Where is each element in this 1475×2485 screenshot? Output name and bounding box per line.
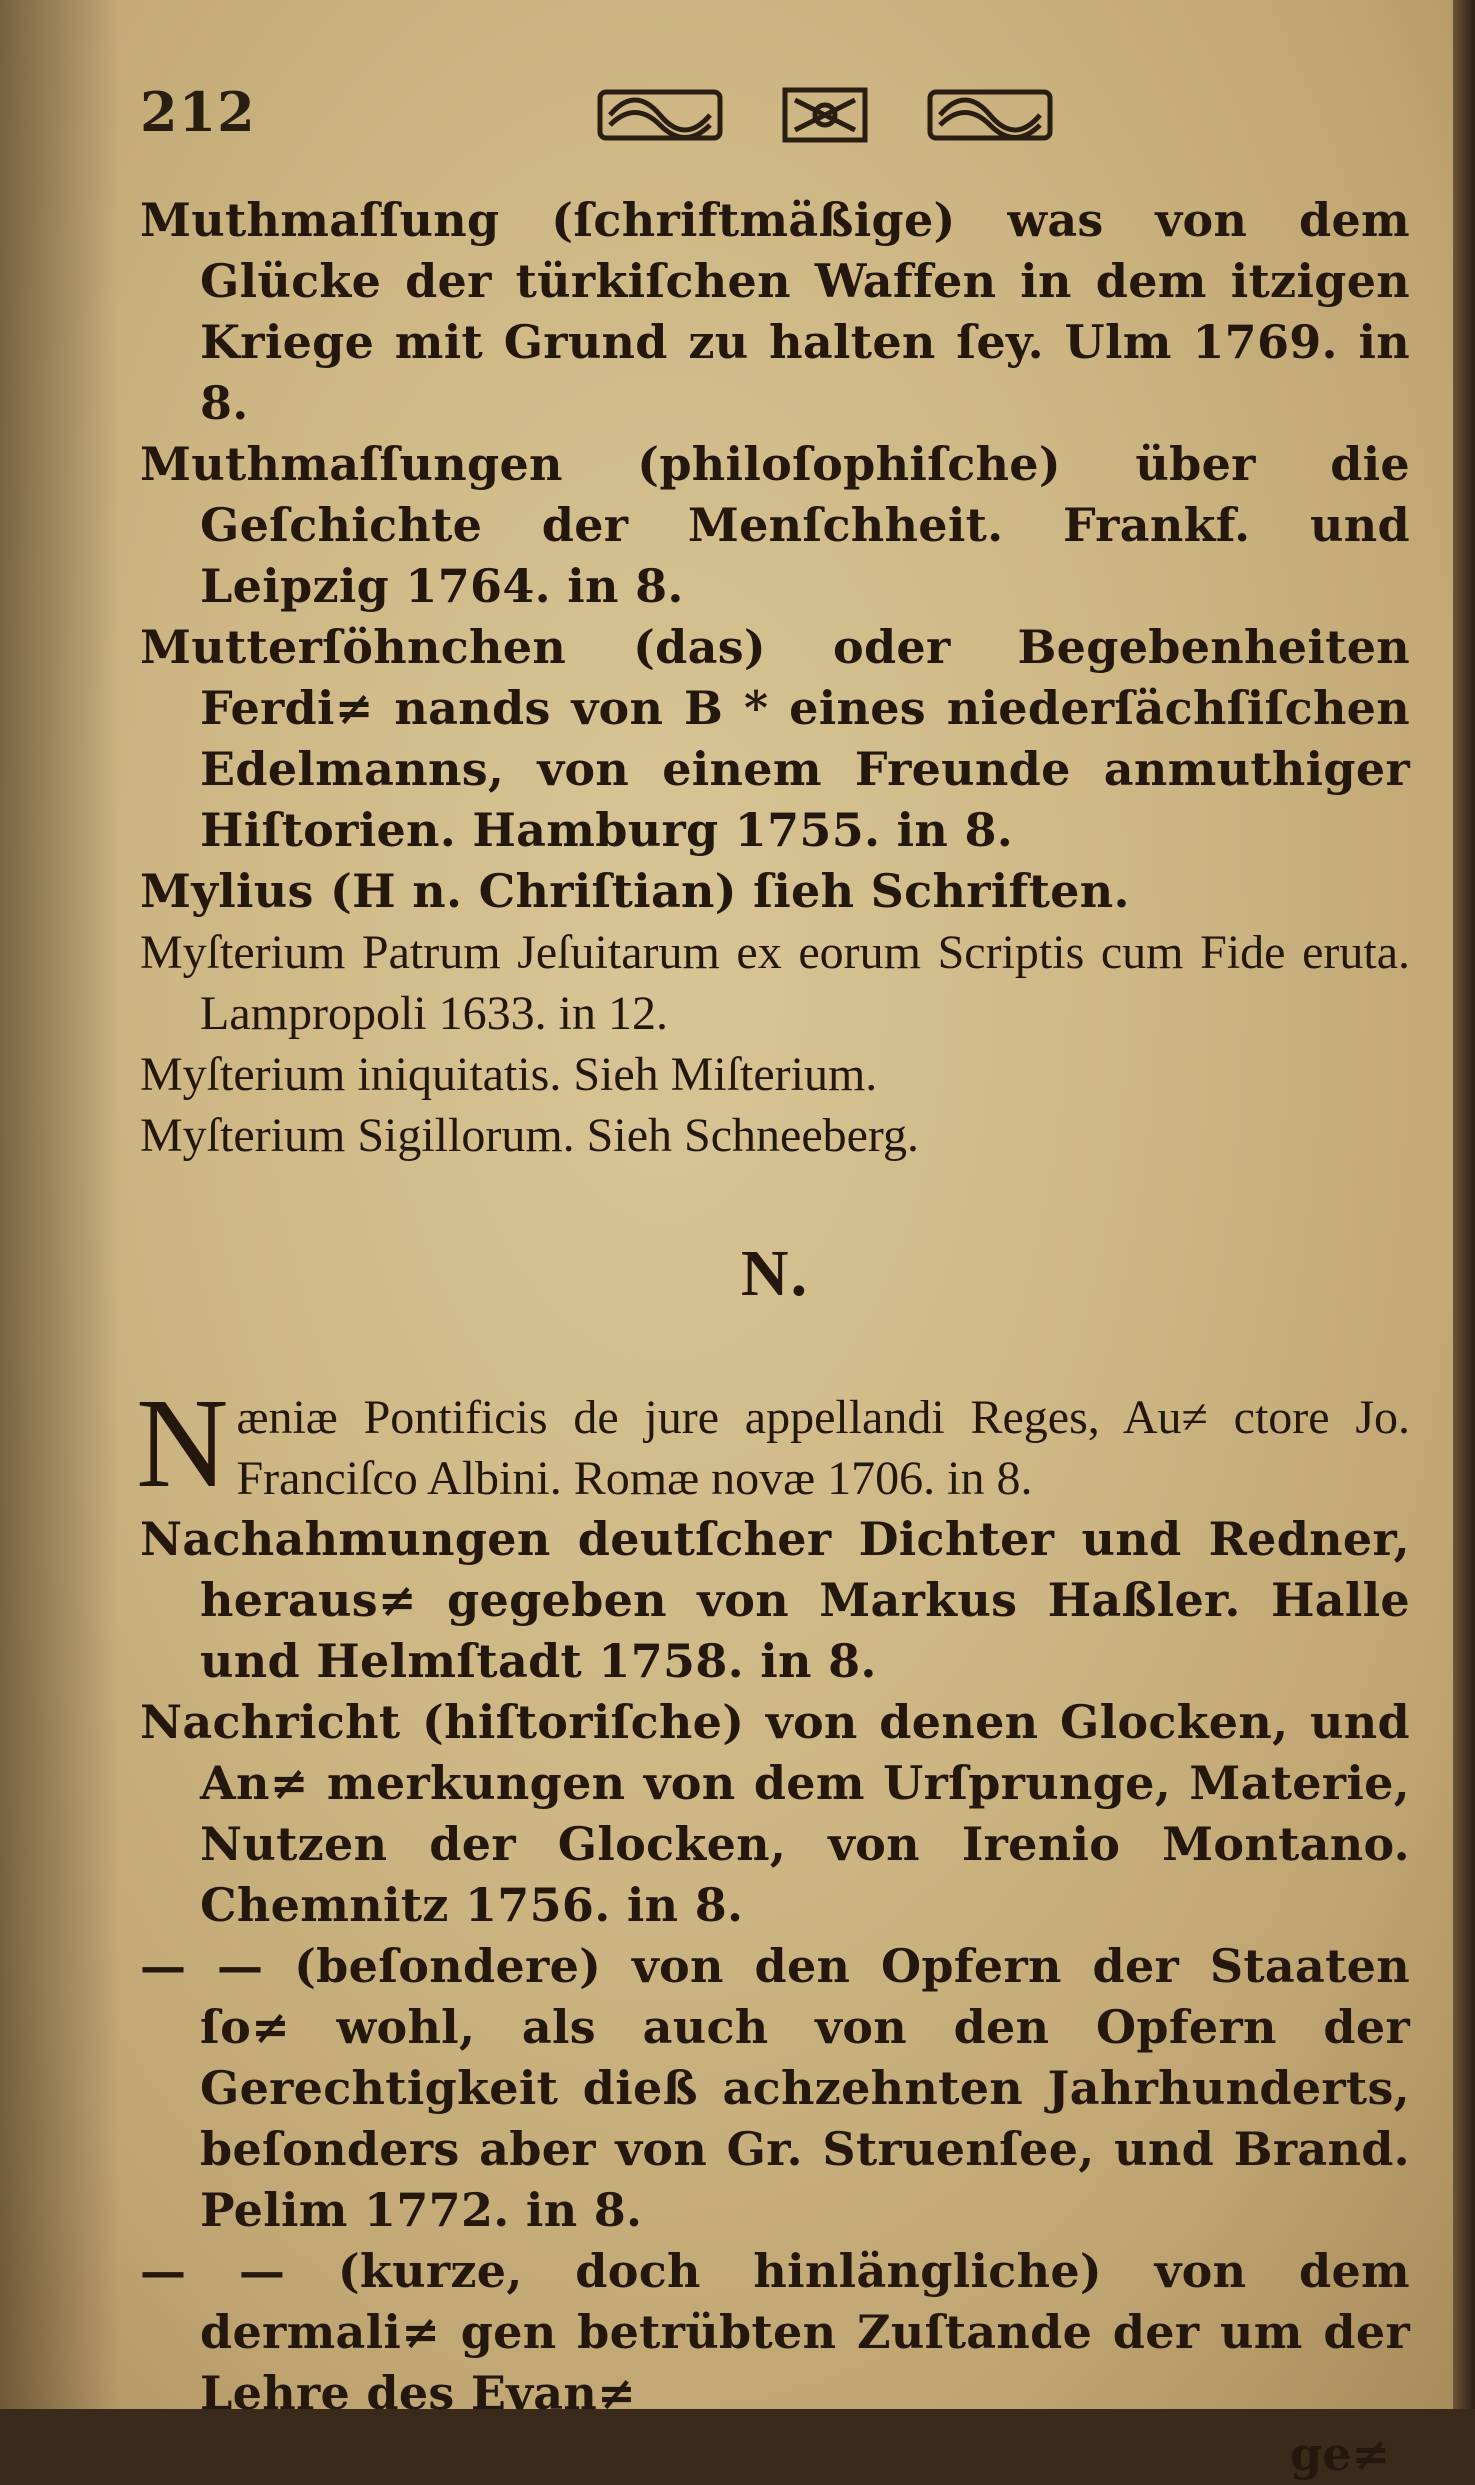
entry-nachricht-historische: Nachricht (hiſtoriſche) von denen Glocken, und An≠ merkungen von dem Urſprunge, Materie, Nutzen der Glocken, von Irenio Montano. Chemnitz 1756. in 8. bbox=[140, 1695, 1410, 1932]
page-edge bbox=[1453, 0, 1475, 2409]
entry-naeniae bbox=[136, 1372, 1410, 1514]
entry-mysterium-iniquitatis: Myſterium iniquitatis. Sieh Miſterium. bbox=[140, 1048, 878, 1101]
entry-muthmassung: Muthmaſſung (ſchriftmäßige) was von dem Glücke der türkiſchen Waffen in dem itzigen Kriege mit Grund zu halten ſey. Ulm 1769. in 8. bbox=[140, 193, 1410, 430]
page-content bbox=[136, 190, 1410, 2485]
page-header bbox=[140, 80, 1340, 160]
entry-mysterium-sigillorum: Myſterium Sigillorum. Sieh Schneeberg. bbox=[140, 1109, 920, 1162]
entry-nachricht-kurze: — — (kurze, doch hinlängliche) von dem dermali≠ gen betrübten Zuſtande der um der Lehre des Evan≠ bbox=[140, 2244, 1410, 2420]
entry-naeniae-text: æniæ Pontificis de jure appellandi Reges, Au≠ ctore Jo. Franciſco Albini. Romæ novæ 1706. in 8. bbox=[236, 1391, 1410, 1505]
entries-before-section bbox=[140, 190, 1410, 1166]
drop-cap-initial: N bbox=[136, 1372, 229, 1514]
entries-after-section bbox=[140, 1509, 1410, 2424]
entry-mysterium-patrum: Myſterium Patrum Jeſuitarum ex eorum Scriptis cum Fide eruta. Lampropoli 1633. in 12. bbox=[140, 926, 1410, 1040]
entry-muthmassungen: Muthmaſſungen (philoſophiſche) über die Geſchichte der Menſchheit. Frankf. und Leipzig 1764. in 8. bbox=[140, 437, 1410, 613]
entry-mylius: Mylius (H n. Chriſtian) ſieh Schriften. bbox=[140, 864, 1130, 918]
entry-nachahmungen: Nachahmungen deutſcher Dichter und Redner, heraus≠ gegeben von Markus Haßler. Halle und Helmſtadt 1758. in 8. bbox=[140, 1512, 1410, 1688]
catchword: ge≠ bbox=[1290, 2427, 1390, 2481]
page-number: 212 bbox=[140, 80, 256, 144]
header-ornament bbox=[590, 80, 1060, 150]
entry-muttersoehnchen: Mutterſöhnchen (das) oder Begebenheiten Ferdi≠ nands von B * eines niederſächſiſchen Edelmanns, von einem Freunde anmuthiger Hiſtorien. Hamburg 1755. in 8. bbox=[140, 620, 1410, 857]
entry-nachricht-besondere: — — (beſondere) von den Opfern der Staaten ſo≠ wohl, als auch von den Opfern der Gerechtigkeit dieß achzehnten Jahrhunderts, beſonders aber von Gr. Struenſee, und Brand. Pelim 1772. in 8. bbox=[140, 1939, 1410, 2237]
section-heading-n: N. bbox=[740, 1237, 810, 1310]
